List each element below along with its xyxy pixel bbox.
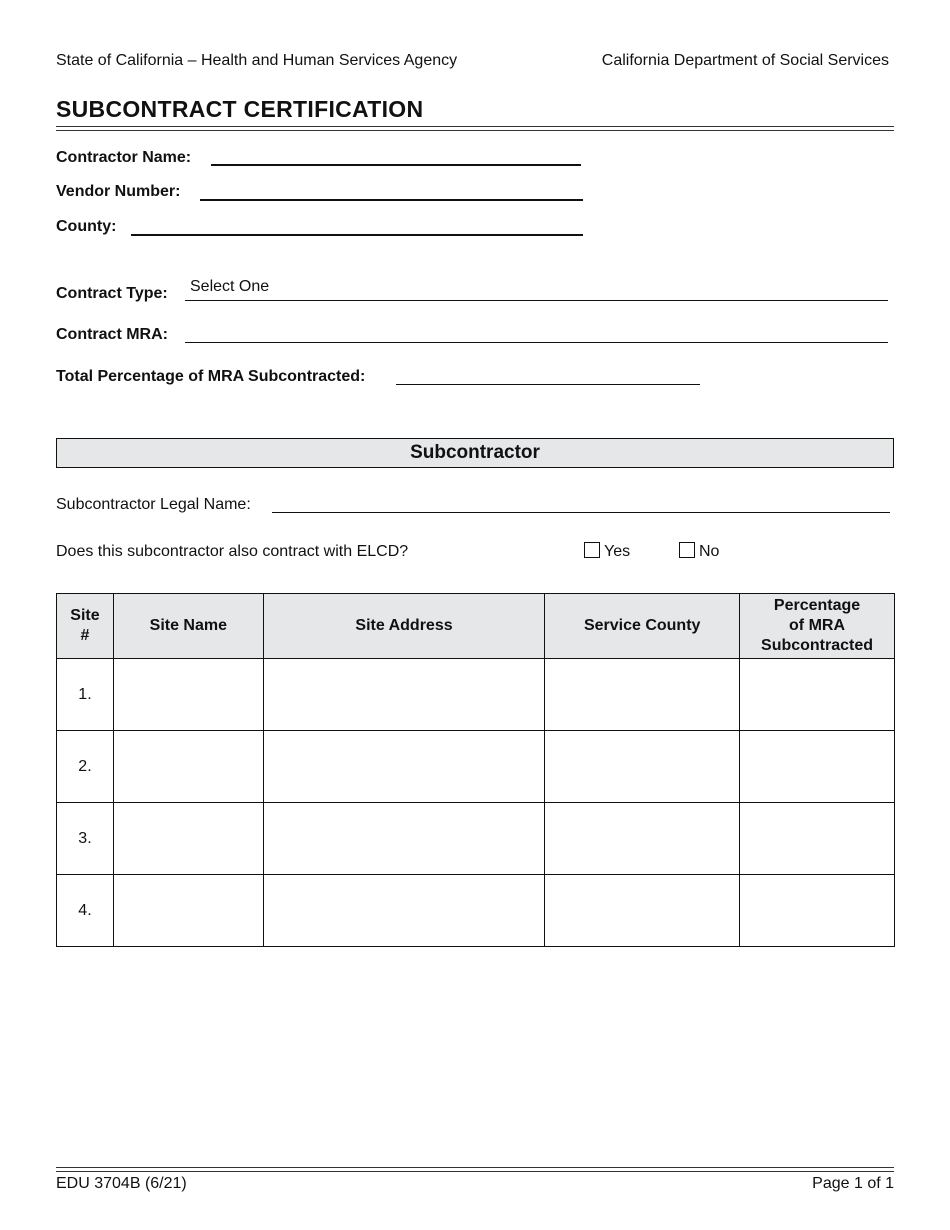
site-number: 3. xyxy=(57,803,114,875)
footer-rule-bottom xyxy=(56,1171,894,1172)
service-county-cell[interactable] xyxy=(545,659,740,731)
site-address-cell[interactable] xyxy=(263,659,545,731)
yes-checkbox[interactable] xyxy=(584,542,600,558)
site-number: 2. xyxy=(57,731,114,803)
elcd-yes-option[interactable] xyxy=(584,542,630,561)
contractor-name-field[interactable] xyxy=(211,164,581,166)
site-number: 1. xyxy=(57,659,114,731)
site-address-cell[interactable] xyxy=(263,875,545,947)
no-checkbox[interactable] xyxy=(679,542,695,558)
elcd-question: Does this subcontractor also contract with ELCD? xyxy=(56,543,409,560)
percentage-cell[interactable] xyxy=(740,875,895,947)
table-row xyxy=(57,875,895,947)
percentage-cell[interactable] xyxy=(740,731,895,803)
contract-mra-label: Contract MRA: xyxy=(56,326,168,343)
contract-mra-field[interactable] xyxy=(185,342,888,343)
subcontractor-legal-name-label: Subcontractor Legal Name: xyxy=(56,496,251,513)
page-number: Page 1 of 1 xyxy=(812,1175,894,1192)
agency-name: State of California – Health and Human Services Agency xyxy=(56,52,458,69)
subcontractor-section-header: Subcontractor xyxy=(56,438,894,468)
site-number: 4. xyxy=(57,875,114,947)
service-county-cell[interactable] xyxy=(545,875,740,947)
site-name-cell[interactable] xyxy=(113,803,263,875)
service-county-cell[interactable] xyxy=(545,731,740,803)
title-rule-bottom xyxy=(56,130,894,131)
title-rule-top xyxy=(56,126,894,127)
site-number-header: Site # xyxy=(57,594,114,659)
total-percentage-field[interactable] xyxy=(396,384,700,385)
table-row xyxy=(57,731,895,803)
form-title: SUBCONTRACT CERTIFICATION xyxy=(56,96,424,122)
subcontractor-legal-name-field[interactable] xyxy=(272,512,890,513)
vendor-number-label: Vendor Number: xyxy=(56,183,181,200)
percentage-cell[interactable] xyxy=(740,659,895,731)
percentage-header: Percentage of MRA Subcontracted xyxy=(740,594,895,659)
footer-rule-top xyxy=(56,1167,894,1168)
site-address-header: Site Address xyxy=(263,594,545,659)
contractor-name-label: Contractor Name: xyxy=(56,149,192,166)
form-number: EDU 3704B (6/21) xyxy=(56,1175,187,1192)
service-county-header: Service County xyxy=(545,594,740,659)
table-header-row xyxy=(57,594,895,659)
site-name-cell[interactable] xyxy=(113,659,263,731)
table-row xyxy=(57,803,895,875)
contract-type-label: Contract Type: xyxy=(56,285,168,302)
contract-type-select[interactable]: Select One xyxy=(190,278,270,295)
site-address-cell[interactable] xyxy=(263,803,545,875)
elcd-no-option[interactable] xyxy=(679,542,719,561)
site-name-cell[interactable] xyxy=(113,731,263,803)
no-label: No xyxy=(699,543,720,560)
site-address-cell[interactable] xyxy=(263,731,545,803)
site-name-cell[interactable] xyxy=(113,875,263,947)
site-name-header: Site Name xyxy=(113,594,263,659)
county-field[interactable] xyxy=(131,234,583,236)
vendor-number-field[interactable] xyxy=(200,199,583,201)
service-county-cell[interactable] xyxy=(545,803,740,875)
sites-table xyxy=(56,593,895,947)
yes-label: Yes xyxy=(604,543,631,560)
contract-type-line xyxy=(185,300,888,301)
department-name: California Department of Social Services xyxy=(601,52,889,69)
percentage-cell[interactable] xyxy=(740,803,895,875)
county-label: County: xyxy=(56,218,117,235)
total-percentage-label: Total Percentage of MRA Subcontracted: xyxy=(56,368,366,385)
table-row xyxy=(57,659,895,731)
